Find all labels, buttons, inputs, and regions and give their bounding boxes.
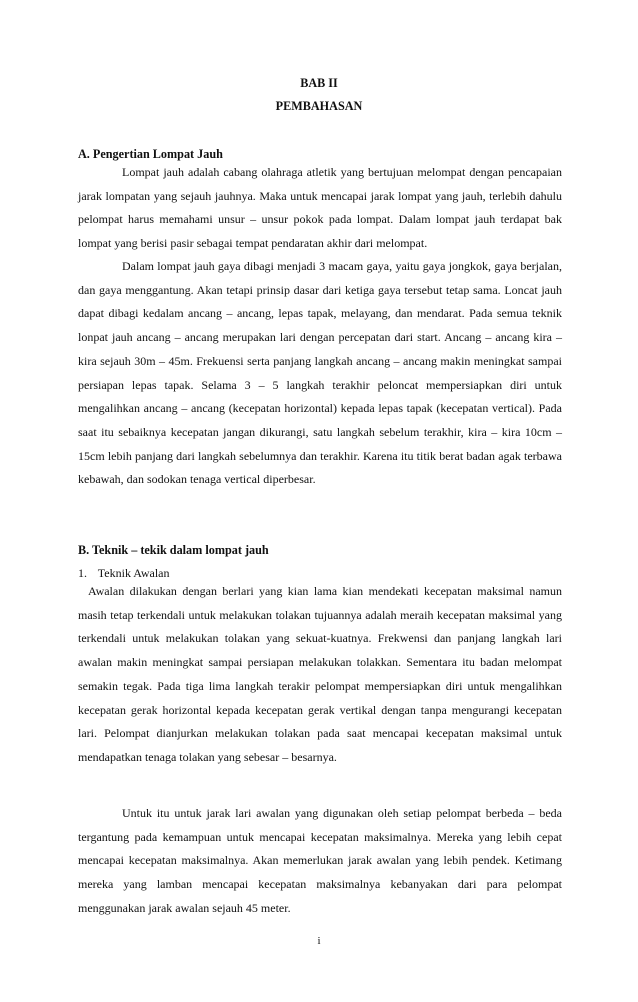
section-a-paragraph-1: Lompat jauh adalah cabang olahraga atletik yang bertujuan melompat dengan pencapaian jarak lompatan yang sejauh jauhnya. Maka untuk mencapai jarak lompat yang jauh, terlebih dahulu pelompat harus memahami unsur – unsur pokok pada lompat. Dalam lompat jauh terdapat bak lompat yang berisi pasir sebagai tempat pendaratan akhir dari melompat. xyxy=(78,165,562,251)
subsection-number: 1. xyxy=(78,566,87,580)
chapter-title: PEMBAHASAN xyxy=(275,99,363,113)
subsection-heading xyxy=(78,566,170,581)
section-b-paragraph-2: Untuk itu untuk jarak lari awalan yang digunakan oleh setiap pelompat berbeda – beda tergantung pada kemampuan untuk mencapai kecepatan maksimalnya. Mereka yang lebih cepat mencapai kecepatan maksimalnya. Akan memerlukan jarak awalan yang lebih pendek. Ketimang mereka yang lamban mencapai kecepatan maksimalnya kebanyakan dari para pelompat menggunakan jarak awalan sejauh 45 meter. xyxy=(78,806,562,915)
section-b-paragraph-1: Awalan dilakukan dengan berlari yang kian lama kian mendekati kecepatan maksimal namun masih tetap terkendali untuk melakukan tolakan tujuannya adalah meraih kecepatan maksimal yang terkendali untuk melakukan tolakan yang sekuat-kuatnya. Frekwensi dan panjang langkah lari awalan makin meningkat sampai persiapan melakukan tolakkan. Sementara itu badan melompat semakin tegak. Pada tiga lima langkah terakir pelompat mempersiapkan diri untuk mengalihkan kecepatan gerak horizontal kepada kecepatan gerak vertikal dengan tanpa mengurangi kecepatan lari. Pelompat dianjurkan melakukan tolakan pada saat mencapai kecepatan maksimal untuk mendapatkan tenaga tolakan yang sebesar – besarnya. xyxy=(78,584,562,764)
page-number: i xyxy=(317,935,321,947)
subsection-title: Teknik Awalan xyxy=(97,566,170,580)
section-a-paragraph-2: Dalam lompat jauh gaya dibagi menjadi 3 macam gaya, yaitu gaya jongkok, gaya berjalan, dan gaya menggantung. Akan tetapi prinsip dasar dari ketiga gaya tersebut tetap sama. Loncat jauh dapat dibagi kedalam ancang – ancang, lepas tapak, melayang, dan mendarat. Pada semua teknik lonpat jauh ancang – ancang merupakan lari dengan percepatan dari start. Ancang – ancang kira – kira sejauh 30m – 45m. Frekuensi serta panjang langkah ancang – ancang makin meningkat sampai persiapan lepas tapak. Selama 3 – 5 langkah terakhir peloncat mempersiapkan diri untuk mengalihkan ancang – ancang (kecepatan horizontal) kepada lepas tapak (kecepatan vertical). Pada saat itu sebaiknya kecepatan jangan dikurangi, satu langkah sebelum terakhir, kira – kira 10cm – 15cm lebih panjang dari langkah sebelumnya dan terakhir. Karena itu titik berat badan agak terbawa kebawah, dan sodokan tenaga vertical diperbesar. xyxy=(78,259,562,487)
chapter-heading: BAB II xyxy=(300,76,338,90)
section-a-title: A. Pengertian Lompat Jauh xyxy=(78,147,223,161)
section-b-title: B. Teknik – tekik dalam lompat jauh xyxy=(78,543,269,557)
